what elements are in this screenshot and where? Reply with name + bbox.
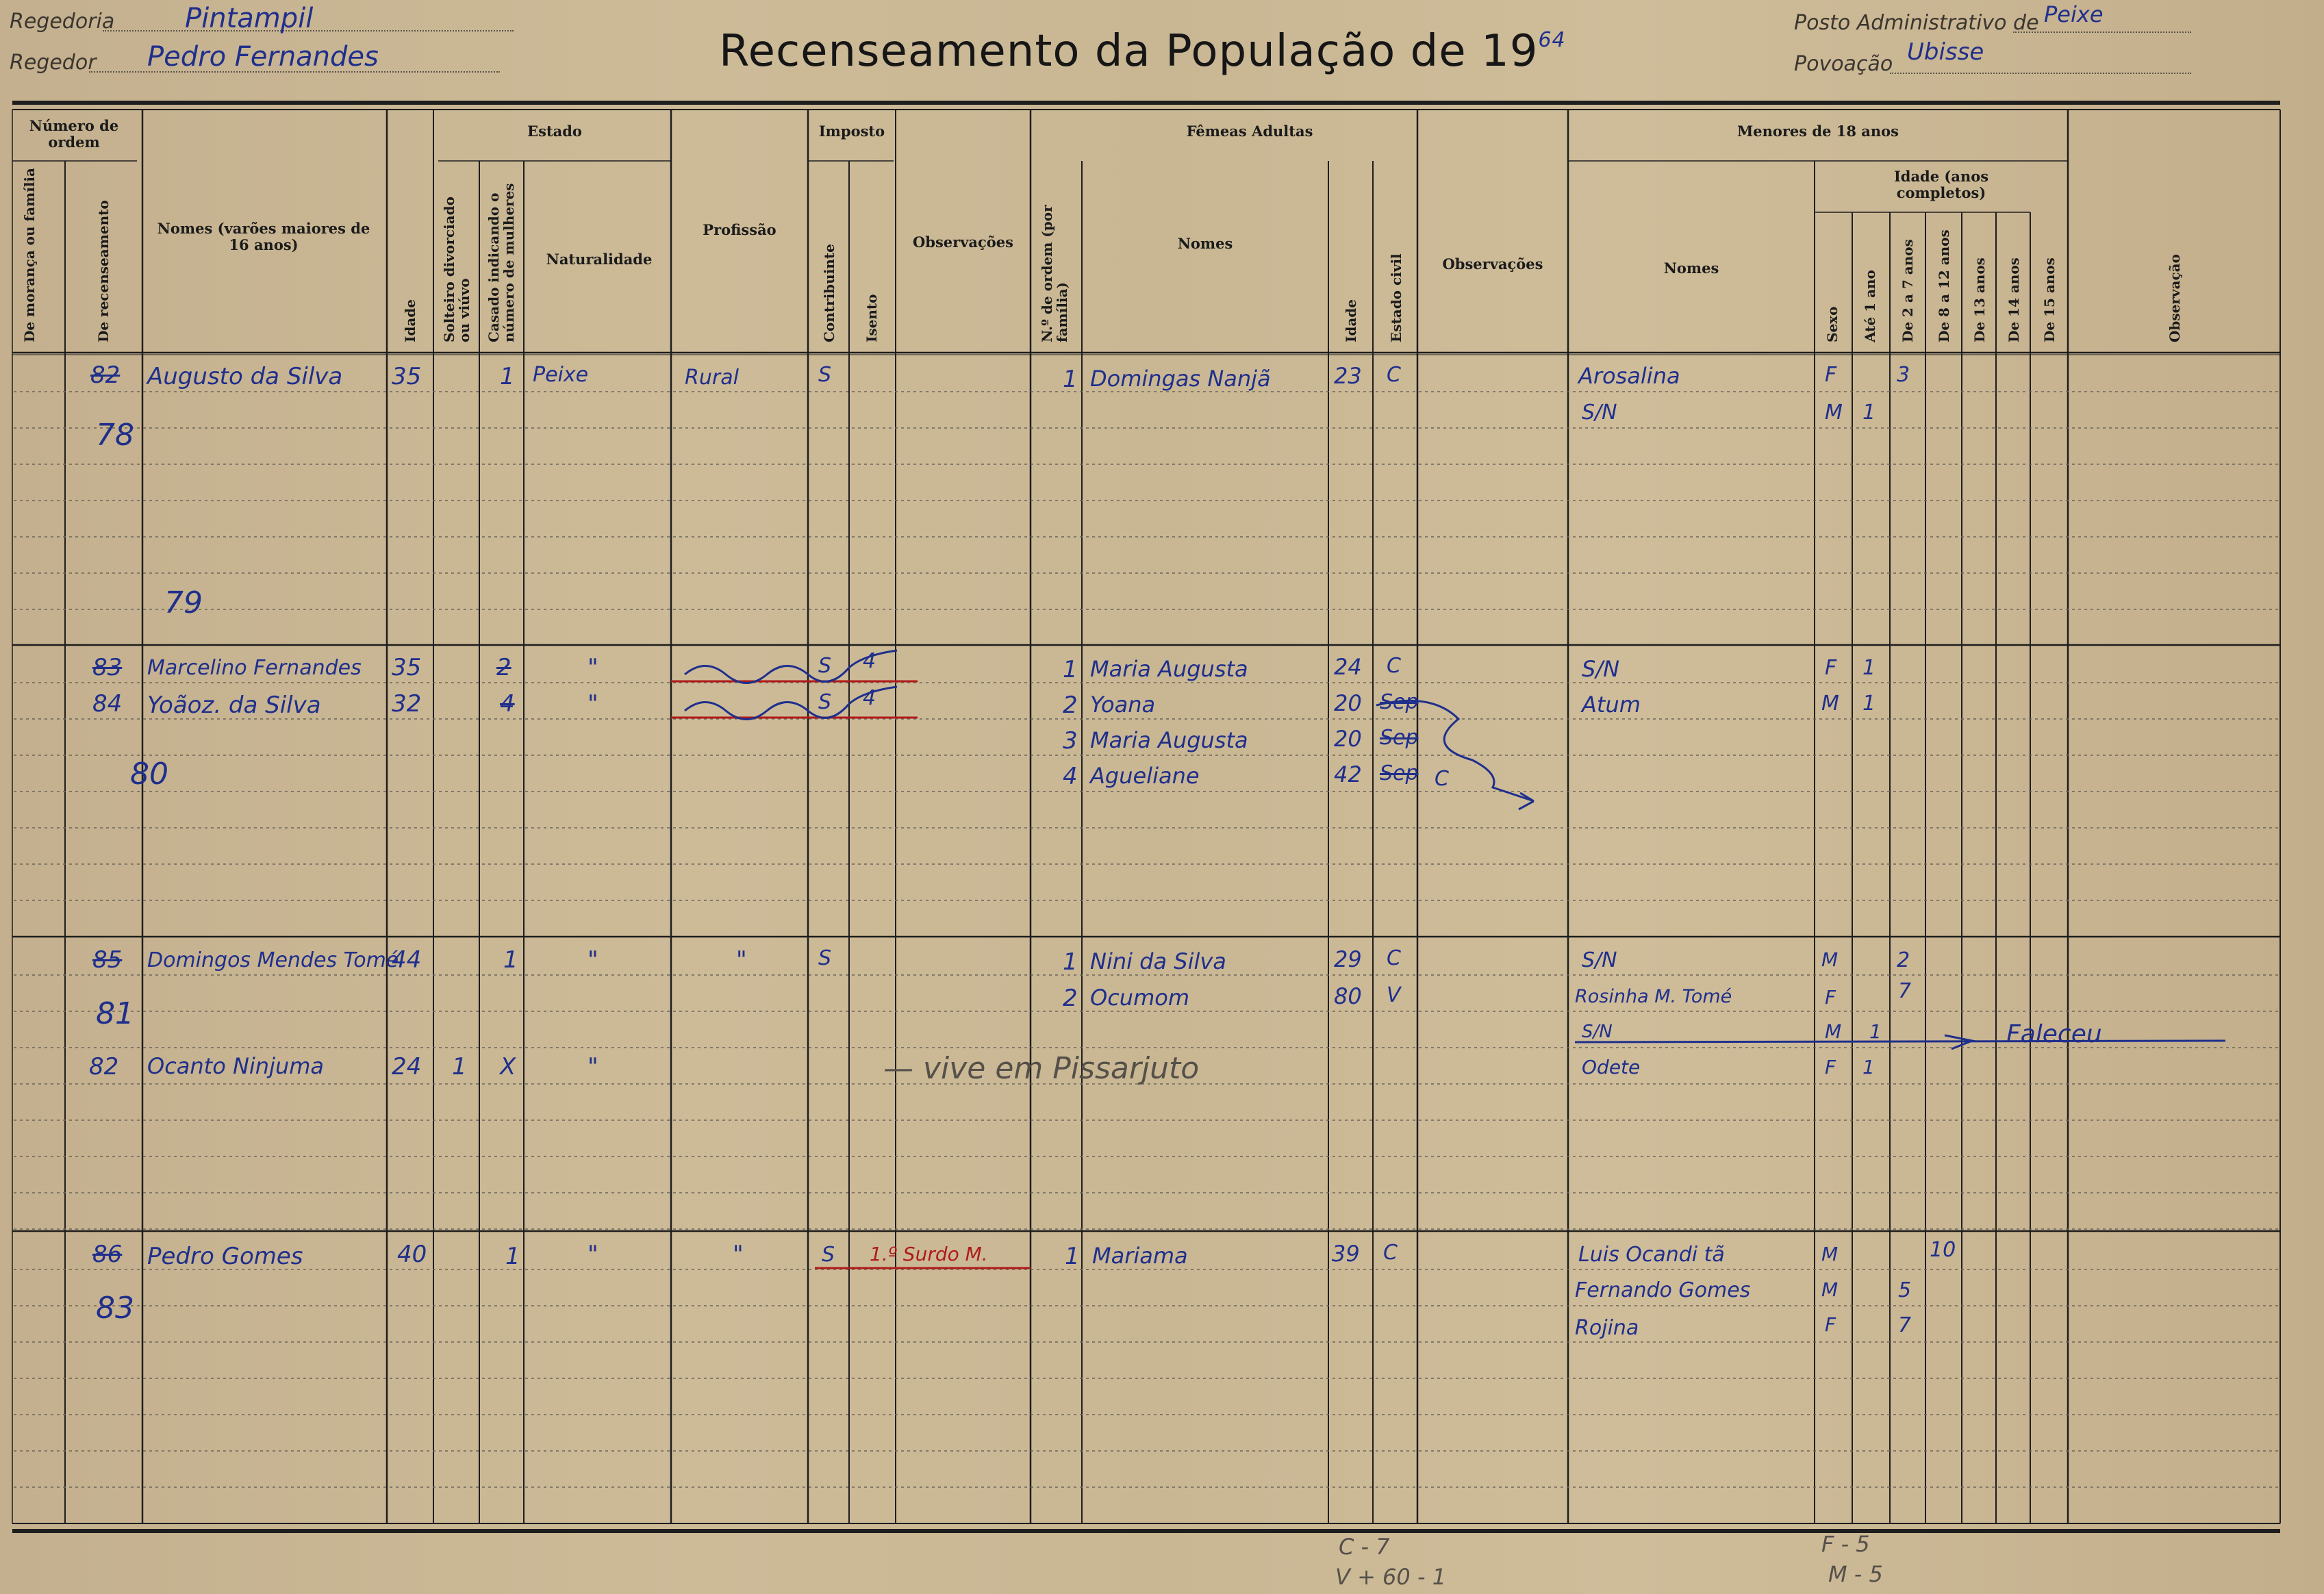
col-isento: Isento — [863, 294, 880, 342]
g4-obs: 1.º Surdo M. — [870, 1243, 988, 1265]
footer-tally-v: V + 60 - 1 — [1335, 1564, 1447, 1590]
g1-familia: 82 — [90, 362, 121, 389]
g1-nome: Augusto da Silva — [147, 363, 343, 390]
g2-f4-nome: Agueliane — [1090, 763, 1200, 789]
g2-isento2: 4 — [863, 686, 876, 710]
g2-f1-estado: C — [1387, 654, 1401, 678]
g4-recens: 83 — [96, 1291, 134, 1326]
povoacao-label: Povoação — [1794, 52, 1893, 76]
g2-f2-idade: 20 — [1334, 690, 1362, 716]
g1-casado: 1 — [500, 363, 515, 390]
g2-f2-estado: Sep — [1380, 690, 1419, 714]
g2-f1-idade: 24 — [1334, 654, 1362, 680]
g2-f3-ord: 3 — [1063, 727, 1078, 755]
g4-f1-idade: 39 — [1332, 1241, 1360, 1267]
g3-contr: S — [818, 946, 832, 970]
g4-nome: Pedro Gomes — [147, 1243, 303, 1270]
g3-solteiro2: 1 — [452, 1053, 467, 1080]
g2-f2-nome: Yoana — [1090, 692, 1156, 718]
g3-casado2: X — [500, 1053, 516, 1080]
g2-idade2: 32 — [392, 690, 422, 718]
g4-ditto1: " — [588, 1241, 598, 1268]
col-imposto: Imposto — [818, 123, 885, 140]
g3-f2-idade: 80 — [1334, 983, 1362, 1009]
g2-ditto1: " — [588, 654, 598, 681]
g3-m2-nome: Rosinha M. Tomé — [1575, 986, 1732, 1007]
g4-f1-estado: C — [1383, 1241, 1398, 1265]
g3-idade1: 44 — [392, 946, 422, 974]
col-de15: De 15 anos — [2041, 257, 2058, 342]
g1-contribuinte: S — [818, 363, 832, 387]
posto-value: Peixe — [2044, 1, 2104, 27]
col-nomes: Nomes (varões maiores de 16 anos) — [157, 220, 370, 253]
g3-m1-nome: S/N — [1582, 948, 1617, 972]
footer-tally-f: F - 5 — [1821, 1531, 1870, 1557]
g2-f1-ord: 1 — [1063, 656, 1078, 683]
g2-contr2: S — [818, 690, 832, 714]
g3-idade2: 24 — [392, 1053, 422, 1080]
col-f-nomes: Nomes — [1177, 235, 1233, 252]
g2-casado2: 4 — [500, 690, 515, 718]
g4-m2-idade: 5 — [1898, 1278, 1912, 1302]
regedor-label: Regedor — [10, 51, 97, 75]
g1-m2-nome: S/N — [1582, 401, 1617, 425]
g4-m1-nome: Luis Ocandi tã — [1578, 1243, 1725, 1267]
g3-casado1: 1 — [503, 946, 518, 974]
g3-f2-nome: Ocumom — [1090, 985, 1189, 1011]
g3-obs2: — vive em Pissarjuto — [883, 1051, 1200, 1086]
g3-m1-sexo: M — [1821, 948, 1839, 971]
g3-m3-sexo: M — [1825, 1020, 1842, 1043]
g2-nome1: Marcelino Fernandes — [147, 656, 362, 680]
g4-m2-sexo: M — [1821, 1278, 1839, 1301]
col-menores: Menores de 18 anos — [1736, 123, 1899, 140]
g4-contr: S — [822, 1243, 835, 1267]
g2-m2-sexo: M — [1821, 692, 1839, 716]
g2-recens: 80 — [130, 757, 168, 792]
col-observacao: Observação — [2167, 254, 2183, 342]
g4-f1-nome: Mariama — [1092, 1243, 1188, 1269]
g3-m2-sexo: F — [1825, 986, 1836, 1009]
g1-m1-nome: Arosalina — [1578, 363, 1680, 389]
col-de2a7: De 2 a 7 anos — [1899, 239, 1916, 342]
g2-fam1: 83 — [92, 654, 123, 681]
g1-idade: 35 — [392, 363, 422, 390]
col-femeas: Fêmeas Adultas — [1186, 123, 1313, 140]
g3-m2-idade: 7 — [1898, 979, 1912, 1003]
g3-f1-ord: 1 — [1063, 948, 1078, 976]
col-idade: Idade — [402, 299, 418, 342]
g4-casado: 1 — [505, 1243, 520, 1270]
g1-f1-ord: 1 — [1063, 366, 1078, 393]
g3-m3-nome: S/N — [1582, 1022, 1613, 1042]
g2-f1-nome: Maria Augusta — [1090, 656, 1248, 682]
col-m-idade: Idade (anos completos) — [1893, 168, 1989, 201]
g3-f1-estado: C — [1387, 946, 1401, 970]
g1-profissao: Rural — [685, 366, 739, 390]
g3-nome1: Domingos Mendes Tomé — [147, 948, 399, 972]
g2-fam2: 84 — [92, 690, 123, 718]
col-profissao: Profissão — [703, 221, 776, 238]
g3-nome2: Ocanto Ninjuma — [147, 1053, 325, 1079]
g2-f4-idade: 42 — [1334, 761, 1362, 787]
g3-f2-estado: V — [1387, 983, 1401, 1007]
g3-fam2: 82 — [89, 1053, 119, 1080]
col-f-estado: Estado civil — [1388, 253, 1404, 342]
col-contribuinte: Contribuinte — [821, 244, 837, 342]
g2-f4-estado: Sep — [1380, 761, 1419, 785]
regedoria-value: Pintampil — [185, 3, 314, 34]
g1-m1-sexo: F — [1825, 363, 1837, 387]
g1-m1-idade: 3 — [1897, 363, 1910, 387]
g3-m4-nome: Odete — [1582, 1056, 1641, 1078]
g3-fam1: 85 — [92, 946, 123, 974]
g2-m2-nome: Atum — [1582, 692, 1641, 718]
col-ordem-familia: N.º de ordem (por família) — [1039, 205, 1070, 342]
col-de8a12: De 8 a 12 anos — [1936, 229, 1952, 342]
g3-f1-idade: 29 — [1334, 946, 1362, 972]
g1-m2-idade: 1 — [1862, 401, 1876, 425]
g2-m1-sexo: F — [1825, 656, 1837, 680]
g3-ditto2: " — [736, 946, 747, 974]
g2-isento1: 4 — [863, 649, 876, 673]
g2-m2-idade: 1 — [1862, 692, 1876, 716]
g1-f1-nome: Domingas Nanjã — [1090, 366, 1271, 392]
g4-m1-idade: 10 — [1930, 1238, 1956, 1262]
g4-f1-ord: 1 — [1065, 1243, 1080, 1270]
g2-m1-idade: 1 — [1862, 656, 1876, 680]
col-numero-ordem: Número de ordem — [29, 117, 119, 151]
g2-m1-nome: S/N — [1582, 656, 1620, 682]
posto-label: Posto Administrativo de — [1794, 11, 2039, 35]
g1-recens: 78 — [96, 418, 134, 453]
g2-f-obs: C — [1435, 767, 1449, 791]
g4-idade: 40 — [397, 1241, 427, 1268]
g2-contr1: S — [818, 654, 832, 678]
g2-ditto2: " — [588, 690, 598, 718]
col-solteiro: Solteiro divorciado ou viúvo — [441, 197, 472, 342]
title-text: Recenseamento da População de 19 — [719, 26, 1539, 77]
g4-m3-nome: Rojina — [1575, 1316, 1639, 1340]
g3-f1-nome: Nini da Silva — [1090, 948, 1226, 974]
col-estado: Estado — [527, 123, 582, 140]
g1-naturalidade: Peixe — [533, 363, 589, 387]
g2-f2-ord: 2 — [1063, 692, 1078, 719]
g2-casado1: 2 — [496, 654, 511, 681]
col-de14: De 14 anos — [2006, 257, 2022, 342]
g2-f3-idade: 20 — [1334, 726, 1362, 752]
col-recenseamento: De recenseamento — [95, 200, 112, 342]
col-de13: De 13 anos — [1971, 257, 1988, 342]
g2-nome2: Yoãoz. da Silva — [147, 692, 321, 719]
g2-f3-estado: Sep — [1380, 726, 1419, 750]
g2-idade1: 35 — [392, 654, 422, 681]
g4-m3-idade: 7 — [1898, 1313, 1912, 1337]
footer-tally-m: M - 5 — [1828, 1561, 1883, 1587]
title-year: 64 — [1538, 28, 1566, 52]
col-moranca: De morança ou família — [21, 168, 38, 342]
g3-m4-idade: 1 — [1862, 1056, 1875, 1078]
g3-ditto3: " — [588, 1053, 598, 1080]
g3-m3-idade: 1 — [1869, 1020, 1882, 1043]
g1-recens2: 79 — [164, 585, 203, 620]
g2-f3-nome: Maria Augusta — [1090, 727, 1248, 753]
col-sexo: Sexo — [1824, 306, 1841, 342]
g1-m2-sexo: M — [1825, 401, 1843, 425]
g3-m4-sexo: F — [1825, 1056, 1836, 1078]
g3-m3-obs: Faleceu — [2006, 1020, 2102, 1048]
g3-f2-ord: 2 — [1063, 985, 1078, 1012]
g1-f1-idade: 23 — [1334, 363, 1362, 389]
g1-f1-estado: C — [1387, 363, 1401, 387]
g3-recens: 81 — [96, 996, 134, 1031]
g2-f4-ord: 4 — [1063, 763, 1078, 790]
regedor-value: Pedro Fernandes — [147, 41, 379, 73]
col-f-idade: Idade — [1343, 299, 1359, 342]
g4-fam: 86 — [92, 1241, 123, 1268]
col-observacoes: Observações — [912, 233, 1013, 251]
g4-m2-nome: Fernando Gomes — [1575, 1278, 1751, 1302]
col-m-nomes: Nomes — [1663, 260, 1719, 277]
povoacao-value: Ubisse — [1907, 38, 1984, 66]
footer-tally-c: C - 7 — [1339, 1534, 1390, 1560]
g3-m1-idade: 2 — [1897, 948, 1910, 972]
col-casado: Casado indicando o número de mulheres — [485, 183, 517, 342]
g3-ditto1: " — [588, 946, 598, 974]
g4-ditto2: " — [733, 1241, 744, 1268]
col-ate1: Até 1 ano — [1862, 270, 1878, 342]
g4-m1-sexo: M — [1821, 1243, 1839, 1265]
col-naturalidade: Naturalidade — [546, 251, 653, 268]
col-f-observacoes: Observações — [1442, 255, 1543, 273]
regedoria-label: Regedoria — [10, 10, 115, 34]
g4-m3-sexo: F — [1825, 1313, 1836, 1336]
